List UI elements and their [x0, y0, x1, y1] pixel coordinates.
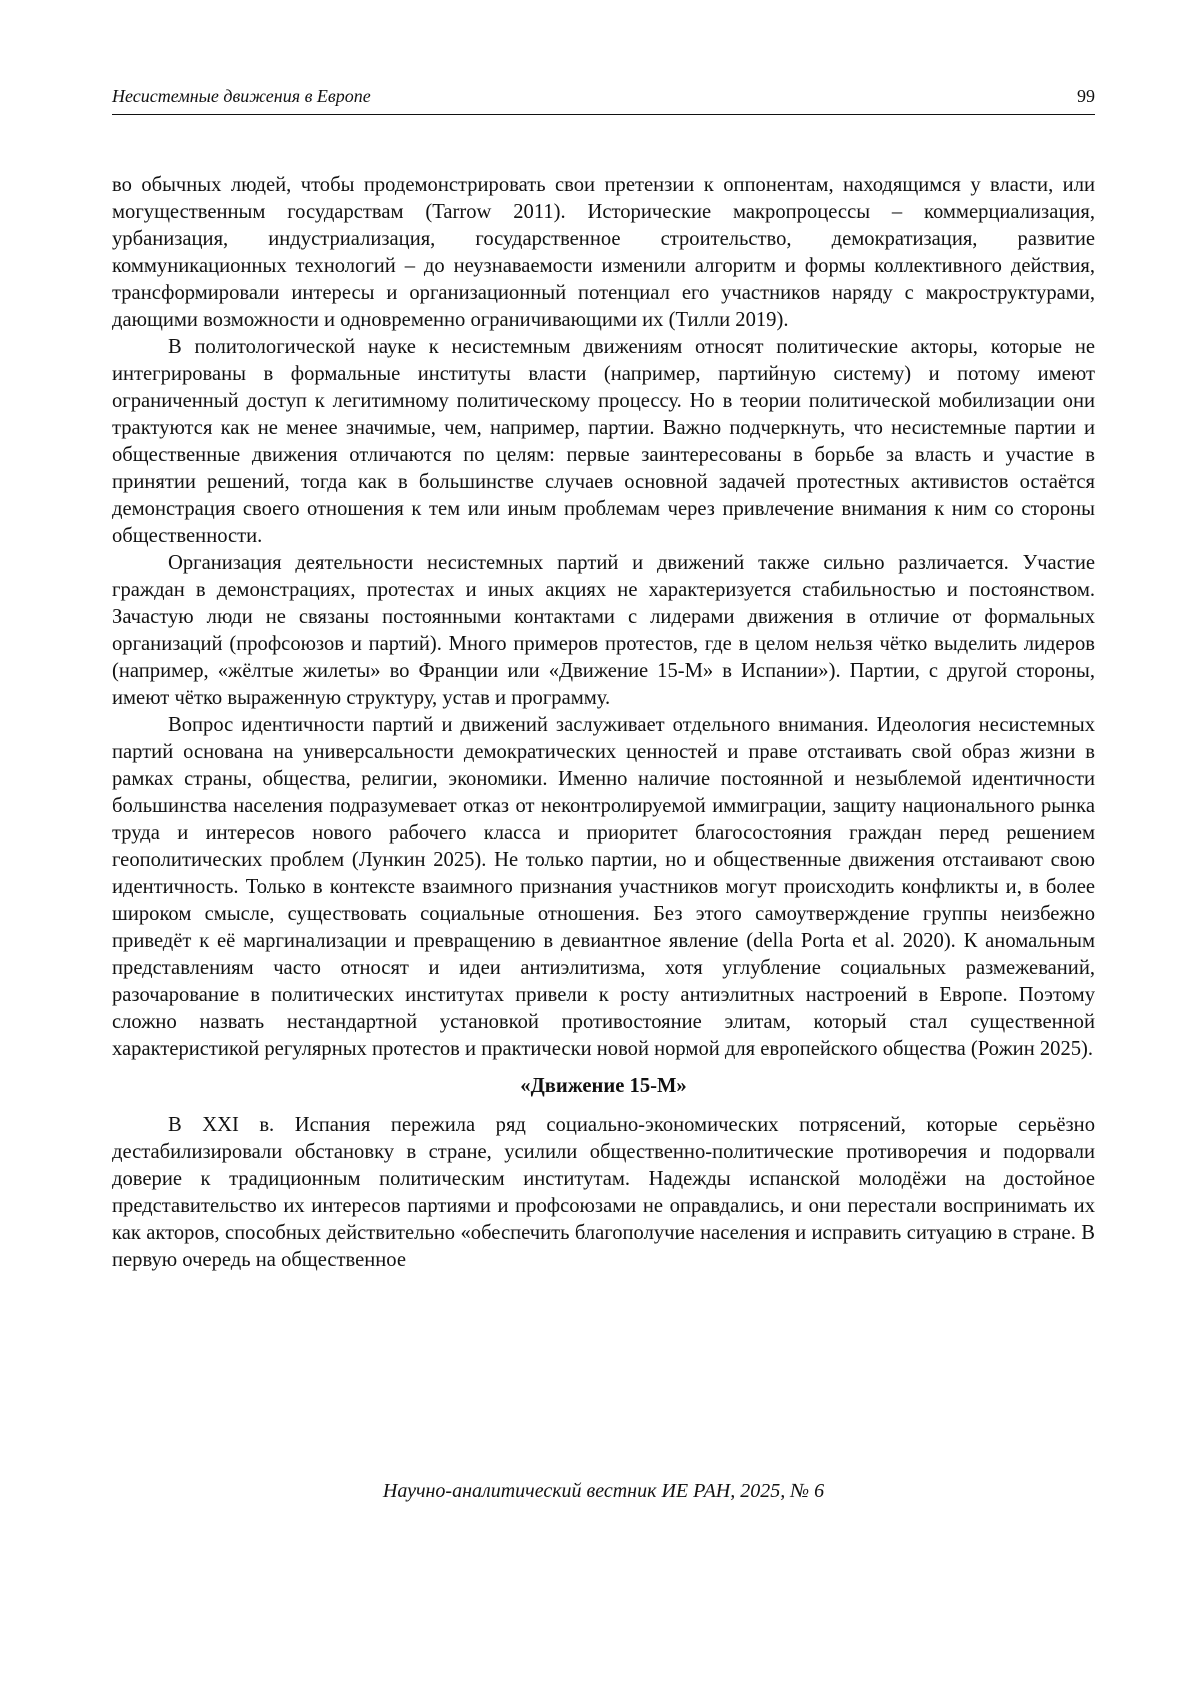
paragraph: Организация деятельности несистемных партий и движений также сильно различается. Участие граждан в демонстрациях, протестах и иных акциях не характеризуется стабильностью и постоянством. Зачастую люди не связаны постоянными контактами с лидерами движения в отличие от формальных организаций (профсоюзов и партий). Много примеров протестов, где в целом нельзя чётко выделить лидеров (например, «жёлтые жилеты» во Франции или «Движение 15-М» в Испании»). Партии, с другой стороны, имеют чётко выраженную структуру, устав и программу. — [112, 552, 1095, 709]
paragraph: Вопрос идентичности партий и движений заслуживает отдельного внимания. Идеология несистемных партий основана на универсальности демократических ценностей и праве отстаивать свой образ жизни в рамках страны, общества, религии, экономики. Именно наличие постоянной и незыблемой идентичности большинства населения подразумевает отказ от неконтролируемой иммиграции, защиту национального рынка труда и интересов нового рабочего класса и приоритет благосостояния граждан перед решением геополитических проблем (Лункин 2025). Не только партии, но и общественные движения отстаивают свою идентичность. Только в контексте взаимного признания участников могут происходить конфликты и, в более широком смысле, существовать социальные отношения. Без этого самоутверждение группы неизбежно приведёт к её маргинализации и превращению в девиантное явление (della Porta et al. 2020). К аномальным представлениям часто относят и идеи антиэлитизма, хотя углубление социальных размежеваний, разочарование в политических институтах привели к росту антиэлитных настроений в Европе. Поэтому сложно назвать нестандартной установкой противостояние элитам, который стал существенной характеристикой регулярных протестов и практически новой нормой для европейского общества (Рожин 2025). — [112, 714, 1095, 1060]
paragraph: В политологической науке к несистемным движениям относят политические акторы, которые не интегрированы в формальные институты власти (например, партийную систему) и потому имеют ограниченный доступ к легитимному политическому процессу. Но в теории политической мобилизации они трактуются как не менее значимые, чем, например, партии. Важно подчеркнуть, что несистемные партии и общественные движения отличаются по целям: первые заинтересованы в борьбе за власть и участие в принятии решений, тогда как в большинстве случаев основной задачей протестных активистов остаётся демонстрация своего отношения к тем или иным проблемам через привлечение внимания к ним со стороны общественности. — [112, 336, 1095, 547]
section-heading: «Движение 15-М» — [520, 1075, 687, 1097]
running-header — [112, 84, 1095, 115]
journal-footer: Научно-аналитический вестник ИЕ РАН, 2025, № 6 — [382, 1480, 825, 1502]
page-number: 99 — [1077, 86, 1095, 106]
paragraph: В XXI в. Испания пережила ряд социально-экономических потрясений, которые серьёзно дестабилизировали обстановку в стране, усилили общественно-политические противоречия и подорвали доверие к традиционным политическим институтам. Надежды испанской молодёжи на достойное представительство их интересов партиями и профсоюзами не оправдались, и они перестали воспринимать их как акторов, способных действительно «обеспечить благополучие населения и исправить ситуацию в стране. В первую очередь на общественное — [112, 1114, 1095, 1271]
running-title: Несистемные движения в Европе — [112, 86, 371, 106]
article-body — [112, 172, 1095, 1274]
paragraph-continuation: во обычных людей, чтобы продемонстрировать свои претензии к оппонентам, находящимся у власти, или могущественным государствам (Tarrow 2011). Исторические макропроцессы – коммерциализация, урбанизация, индустриализация, государственное строительство, демократизация, развитие коммуникационных технологий – до неузнаваемости изменили алгоритм и формы коллективного действия, трансформировали интересы и организационный потенциал его участников наряду с макроструктурами, дающими возможности и одновременно ограничивающими их (Тилли 2019). — [112, 174, 1095, 331]
